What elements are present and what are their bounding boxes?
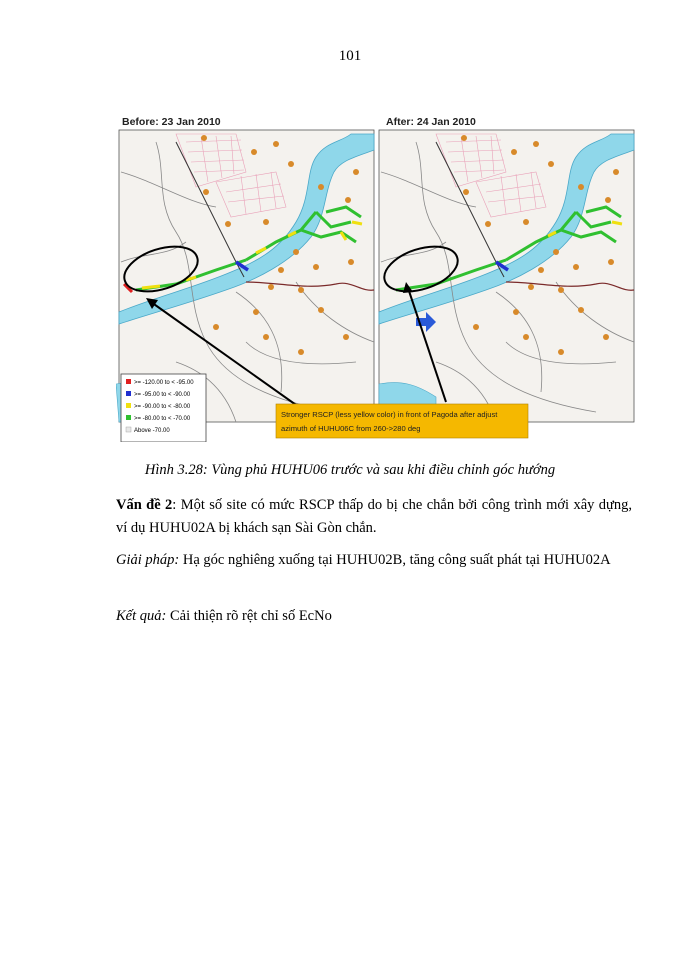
legend-swatch (126, 427, 131, 432)
figure-caption: Hình 3.28: Vùng phủ HUHU06 trước và sau khi điều chỉnh góc hướng (144, 462, 556, 478)
signal-legend (121, 374, 206, 442)
legend-swatch (126, 391, 131, 396)
solution-text: Hạ góc nghiêng xuống tại HUHU02B, tăng công suất phát tại HUHU02A (179, 552, 611, 568)
problem-text: : Một số site có mức RSCP thấp do bị che chắn bởi công trình mới xây dựng, ví dụ HUHU02A bị khách sạn Sài Gòn chắn. (116, 497, 632, 536)
after-map (379, 130, 634, 422)
legend-swatch (126, 403, 131, 408)
legend-item: >= -90.00 to < -80.00 (134, 404, 191, 410)
result-label: Kết quả: (116, 608, 167, 624)
solution-paragraph (116, 549, 632, 572)
callout-box (276, 404, 528, 438)
legend-item: >= -80.00 to < -70.00 (134, 416, 191, 422)
page-number: 101 (338, 48, 362, 64)
legend-swatch (126, 379, 131, 384)
solution-label: Giải pháp: (116, 552, 180, 568)
before-map (116, 130, 374, 442)
problem-label: Vấn đề 2 (116, 497, 173, 513)
legend-item: Above -70.00 (134, 428, 170, 434)
after-title: After: 24 Jan 2010 (386, 116, 476, 128)
legend-item: >= -95.00 to < -90.00 (134, 392, 191, 398)
problem-paragraph (116, 494, 632, 540)
result-paragraph (116, 605, 632, 628)
callout-line-2: azimuth of HUHU06C from 260->280 deg (281, 424, 421, 433)
coverage-map-figure (116, 112, 636, 442)
legend-swatch (126, 415, 131, 420)
callout-line-1: Stronger RSCP (less yellow color) in front of Pagoda after adjust (281, 410, 498, 419)
before-title: Before: 23 Jan 2010 (122, 116, 221, 128)
legend-item: >= -120.00 to < -95.00 (134, 380, 194, 386)
result-text: Cải thiện rõ rệt chỉ số EcNo (166, 608, 332, 624)
